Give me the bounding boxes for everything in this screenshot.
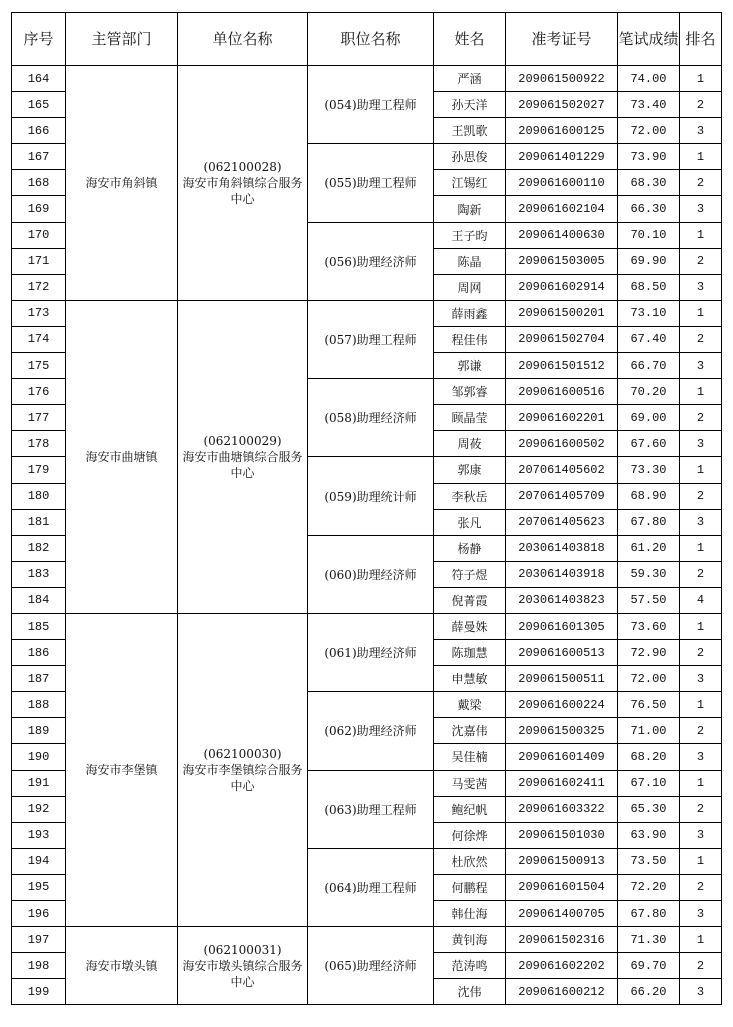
- cell-score: 72.90: [618, 640, 680, 666]
- cell-ticket: 209061602914: [506, 274, 618, 300]
- cell-dept: 海安市曲塘镇: [66, 300, 178, 613]
- cell-rank: 1: [680, 144, 722, 170]
- header-unit: 单位名称: [178, 13, 308, 66]
- cell-score: 61.20: [618, 535, 680, 561]
- cell-score: 66.20: [618, 979, 680, 1005]
- header-position: 职位名称: [308, 13, 434, 66]
- cell-seq: 171: [12, 248, 66, 274]
- cell-seq: 173: [12, 300, 66, 326]
- cell-ticket: 209061603322: [506, 796, 618, 822]
- cell-rank: 3: [680, 431, 722, 457]
- unit-code: (062100031): [203, 942, 282, 957]
- cell-score: 73.30: [618, 457, 680, 483]
- cell-rank: 3: [680, 822, 722, 848]
- cell-name: 邹郭睿: [434, 379, 506, 405]
- cell-score: 65.30: [618, 796, 680, 822]
- cell-rank: 2: [680, 326, 722, 352]
- cell-ticket: 209061500201: [506, 300, 618, 326]
- cell-seq: 198: [12, 953, 66, 979]
- cell-seq: 167: [12, 144, 66, 170]
- cell-dept: 海安市墩头镇: [66, 927, 178, 1005]
- cell-rank: 3: [680, 744, 722, 770]
- cell-ticket: 207061405709: [506, 483, 618, 509]
- results-table: [11, 12, 722, 1005]
- cell-name: 顾晶莹: [434, 405, 506, 431]
- cell-name: 陶新: [434, 196, 506, 222]
- cell-seq: 189: [12, 718, 66, 744]
- cell-position: (059)助理统计师: [308, 457, 434, 535]
- header-ticket: 准考证号: [506, 13, 618, 66]
- cell-ticket: 209061600224: [506, 692, 618, 718]
- cell-rank: 2: [680, 640, 722, 666]
- cell-name: 符子煜: [434, 561, 506, 587]
- cell-ticket: 209061400705: [506, 901, 618, 927]
- cell-seq: 192: [12, 796, 66, 822]
- cell-score: 72.20: [618, 874, 680, 900]
- cell-seq: 178: [12, 431, 66, 457]
- cell-name: 杜欣然: [434, 848, 506, 874]
- cell-unit: [178, 300, 308, 613]
- cell-seq: 177: [12, 405, 66, 431]
- cell-score: 71.30: [618, 927, 680, 953]
- cell-name: 马雯茜: [434, 770, 506, 796]
- cell-name: 王凯歌: [434, 118, 506, 144]
- cell-rank: 3: [680, 196, 722, 222]
- cell-score: 69.90: [618, 248, 680, 274]
- cell-ticket: 209061600125: [506, 118, 618, 144]
- header-seq: 序号: [12, 13, 66, 66]
- cell-score: 73.40: [618, 92, 680, 118]
- cell-rank: 1: [680, 457, 722, 483]
- unit-name: 海安市角斜镇综合服务中心: [182, 175, 303, 206]
- cell-seq: 179: [12, 457, 66, 483]
- cell-unit: [178, 927, 308, 1005]
- cell-rank: 1: [680, 379, 722, 405]
- cell-score: 73.50: [618, 848, 680, 874]
- cell-rank: 1: [680, 535, 722, 561]
- cell-ticket: 209061500913: [506, 848, 618, 874]
- cell-ticket: 209061400630: [506, 222, 618, 248]
- cell-score: 70.20: [618, 379, 680, 405]
- cell-dept: 海安市角斜镇: [66, 66, 178, 301]
- cell-ticket: 209061502316: [506, 927, 618, 953]
- cell-score: 66.30: [618, 196, 680, 222]
- cell-name: 王子昀: [434, 222, 506, 248]
- cell-name: 薛雨鑫: [434, 300, 506, 326]
- unit-code: (062100029): [203, 433, 282, 448]
- cell-ticket: 209061401229: [506, 144, 618, 170]
- cell-score: 63.90: [618, 822, 680, 848]
- unit-name: 海安市曲塘镇综合服务中心: [182, 449, 303, 480]
- cell-name: 申慧敏: [434, 666, 506, 692]
- cell-ticket: 209061601504: [506, 874, 618, 900]
- cell-name: 程佳伟: [434, 326, 506, 352]
- table-row: [12, 66, 722, 92]
- table-row: [12, 927, 722, 953]
- cell-dept: 海安市李堡镇: [66, 613, 178, 926]
- unit-name: 海安市李堡镇综合服务中心: [182, 763, 303, 794]
- cell-ticket: 209061501512: [506, 353, 618, 379]
- cell-score: 72.00: [618, 666, 680, 692]
- cell-ticket: 209061602411: [506, 770, 618, 796]
- cell-rank: 3: [680, 353, 722, 379]
- cell-score: 67.60: [618, 431, 680, 457]
- cell-score: 68.50: [618, 274, 680, 300]
- cell-position: (055)助理工程师: [308, 144, 434, 222]
- cell-name: 沈伟: [434, 979, 506, 1005]
- cell-score: 59.30: [618, 561, 680, 587]
- cell-name: 郭谦: [434, 353, 506, 379]
- cell-position: (062)助理经济师: [308, 692, 434, 770]
- cell-seq: 168: [12, 170, 66, 196]
- results-sheet: [11, 12, 722, 1005]
- cell-ticket: 209061600502: [506, 431, 618, 457]
- cell-ticket: 209061602201: [506, 405, 618, 431]
- cell-ticket: 209061600212: [506, 979, 618, 1005]
- cell-position: (065)助理经济师: [308, 927, 434, 1005]
- cell-name: 何徐烨: [434, 822, 506, 848]
- cell-name: 周网: [434, 274, 506, 300]
- cell-score: 57.50: [618, 587, 680, 613]
- cell-ticket: 209061600513: [506, 640, 618, 666]
- cell-ticket: 203061403823: [506, 587, 618, 613]
- cell-rank: 1: [680, 692, 722, 718]
- table-row: [12, 613, 722, 639]
- cell-score: 68.90: [618, 483, 680, 509]
- cell-rank: 2: [680, 953, 722, 979]
- cell-rank: 3: [680, 274, 722, 300]
- cell-name: 薛曼姝: [434, 613, 506, 639]
- cell-position: (063)助理工程师: [308, 770, 434, 848]
- cell-score: 68.20: [618, 744, 680, 770]
- cell-rank: 1: [680, 848, 722, 874]
- cell-rank: 2: [680, 718, 722, 744]
- cell-name: 陈珈慧: [434, 640, 506, 666]
- cell-rank: 2: [680, 248, 722, 274]
- cell-name: 孙天洋: [434, 92, 506, 118]
- unit-code: (062100030): [203, 747, 282, 762]
- cell-rank: 3: [680, 666, 722, 692]
- cell-name: 孙思俊: [434, 144, 506, 170]
- cell-position: (061)助理经济师: [308, 613, 434, 691]
- cell-seq: 169: [12, 196, 66, 222]
- cell-rank: 2: [680, 170, 722, 196]
- cell-position: (057)助理工程师: [308, 300, 434, 378]
- cell-ticket: 209061600516: [506, 379, 618, 405]
- cell-score: 69.70: [618, 953, 680, 979]
- table-row: [12, 300, 722, 326]
- cell-score: 67.40: [618, 326, 680, 352]
- cell-score: 71.00: [618, 718, 680, 744]
- cell-rank: 2: [680, 483, 722, 509]
- cell-seq: 195: [12, 874, 66, 900]
- cell-rank: 3: [680, 979, 722, 1005]
- cell-name: 陈晶: [434, 248, 506, 274]
- cell-ticket: 203061403818: [506, 535, 618, 561]
- cell-seq: 176: [12, 379, 66, 405]
- cell-ticket: 209061602202: [506, 953, 618, 979]
- header-rank: 排名: [680, 13, 722, 66]
- cell-seq: 197: [12, 927, 66, 953]
- cell-name: 沈嘉伟: [434, 718, 506, 744]
- header-dept: 主管部门: [66, 13, 178, 66]
- cell-unit: [178, 613, 308, 926]
- cell-rank: 2: [680, 796, 722, 822]
- cell-position: (054)助理工程师: [308, 66, 434, 144]
- cell-seq: 191: [12, 770, 66, 796]
- cell-rank: 4: [680, 587, 722, 613]
- cell-rank: 1: [680, 770, 722, 796]
- cell-seq: 181: [12, 509, 66, 535]
- cell-score: 69.00: [618, 405, 680, 431]
- cell-name: 鲍纪帆: [434, 796, 506, 822]
- cell-score: 68.30: [618, 170, 680, 196]
- cell-ticket: 209061503005: [506, 248, 618, 274]
- cell-name: 郭康: [434, 457, 506, 483]
- cell-score: 70.10: [618, 222, 680, 248]
- cell-ticket: 209061501030: [506, 822, 618, 848]
- cell-rank: 2: [680, 405, 722, 431]
- cell-name: 倪菁霞: [434, 587, 506, 613]
- cell-name: 严涵: [434, 66, 506, 92]
- cell-rank: 2: [680, 874, 722, 900]
- cell-score: 72.00: [618, 118, 680, 144]
- cell-unit: [178, 66, 308, 301]
- cell-rank: 3: [680, 118, 722, 144]
- cell-seq: 184: [12, 587, 66, 613]
- cell-ticket: 203061403918: [506, 561, 618, 587]
- cell-seq: 166: [12, 118, 66, 144]
- cell-rank: 3: [680, 901, 722, 927]
- cell-seq: 199: [12, 979, 66, 1005]
- cell-seq: 180: [12, 483, 66, 509]
- cell-name: 杨静: [434, 535, 506, 561]
- cell-score: 73.90: [618, 144, 680, 170]
- cell-score: 66.70: [618, 353, 680, 379]
- cell-score: 73.60: [618, 613, 680, 639]
- cell-ticket: 209061502027: [506, 92, 618, 118]
- cell-ticket: 209061602104: [506, 196, 618, 222]
- table-body: [12, 66, 722, 1005]
- header-score: 笔试成绩: [618, 13, 680, 66]
- cell-seq: 170: [12, 222, 66, 248]
- cell-ticket: 209061600110: [506, 170, 618, 196]
- cell-rank: 1: [680, 300, 722, 326]
- cell-position: (064)助理工程师: [308, 848, 434, 926]
- cell-name: 张凡: [434, 509, 506, 535]
- cell-score: 76.50: [618, 692, 680, 718]
- cell-ticket: 209061502704: [506, 326, 618, 352]
- unit-name: 海安市墩头镇综合服务中心: [182, 958, 303, 989]
- cell-seq: 172: [12, 274, 66, 300]
- cell-rank: 1: [680, 927, 722, 953]
- cell-rank: 2: [680, 561, 722, 587]
- cell-rank: 2: [680, 92, 722, 118]
- cell-seq: 190: [12, 744, 66, 770]
- cell-position: (060)助理经济师: [308, 535, 434, 613]
- cell-seq: 183: [12, 561, 66, 587]
- cell-ticket: 207061405602: [506, 457, 618, 483]
- cell-rank: 3: [680, 509, 722, 535]
- cell-name: 吴佳楠: [434, 744, 506, 770]
- cell-ticket: 209061500325: [506, 718, 618, 744]
- cell-ticket: 209061500511: [506, 666, 618, 692]
- cell-name: 黄钊海: [434, 927, 506, 953]
- cell-seq: 187: [12, 666, 66, 692]
- cell-name: 戴梁: [434, 692, 506, 718]
- cell-seq: 186: [12, 640, 66, 666]
- header-row: [12, 13, 722, 66]
- cell-score: 67.80: [618, 509, 680, 535]
- cell-position: (058)助理经济师: [308, 379, 434, 457]
- cell-score: 74.00: [618, 66, 680, 92]
- cell-rank: 1: [680, 66, 722, 92]
- cell-position: (056)助理经济师: [308, 222, 434, 300]
- cell-seq: 194: [12, 848, 66, 874]
- cell-name: 范涛鸣: [434, 953, 506, 979]
- cell-seq: 185: [12, 613, 66, 639]
- cell-ticket: 209061500922: [506, 66, 618, 92]
- cell-name: 周莜: [434, 431, 506, 457]
- cell-score: 73.10: [618, 300, 680, 326]
- cell-name: 韩仕海: [434, 901, 506, 927]
- cell-ticket: 209061601305: [506, 613, 618, 639]
- cell-ticket: 209061601409: [506, 744, 618, 770]
- cell-name: 江锡红: [434, 170, 506, 196]
- cell-seq: 175: [12, 353, 66, 379]
- cell-seq: 174: [12, 326, 66, 352]
- cell-rank: 1: [680, 222, 722, 248]
- cell-name: 李秋岳: [434, 483, 506, 509]
- cell-name: 何鹏程: [434, 874, 506, 900]
- cell-score: 67.10: [618, 770, 680, 796]
- unit-code: (062100028): [203, 159, 282, 174]
- cell-ticket: 207061405623: [506, 509, 618, 535]
- cell-seq: 164: [12, 66, 66, 92]
- cell-seq: 196: [12, 901, 66, 927]
- cell-seq: 193: [12, 822, 66, 848]
- header-name: 姓名: [434, 13, 506, 66]
- cell-score: 67.80: [618, 901, 680, 927]
- cell-seq: 188: [12, 692, 66, 718]
- cell-rank: 1: [680, 613, 722, 639]
- cell-seq: 165: [12, 92, 66, 118]
- cell-seq: 182: [12, 535, 66, 561]
